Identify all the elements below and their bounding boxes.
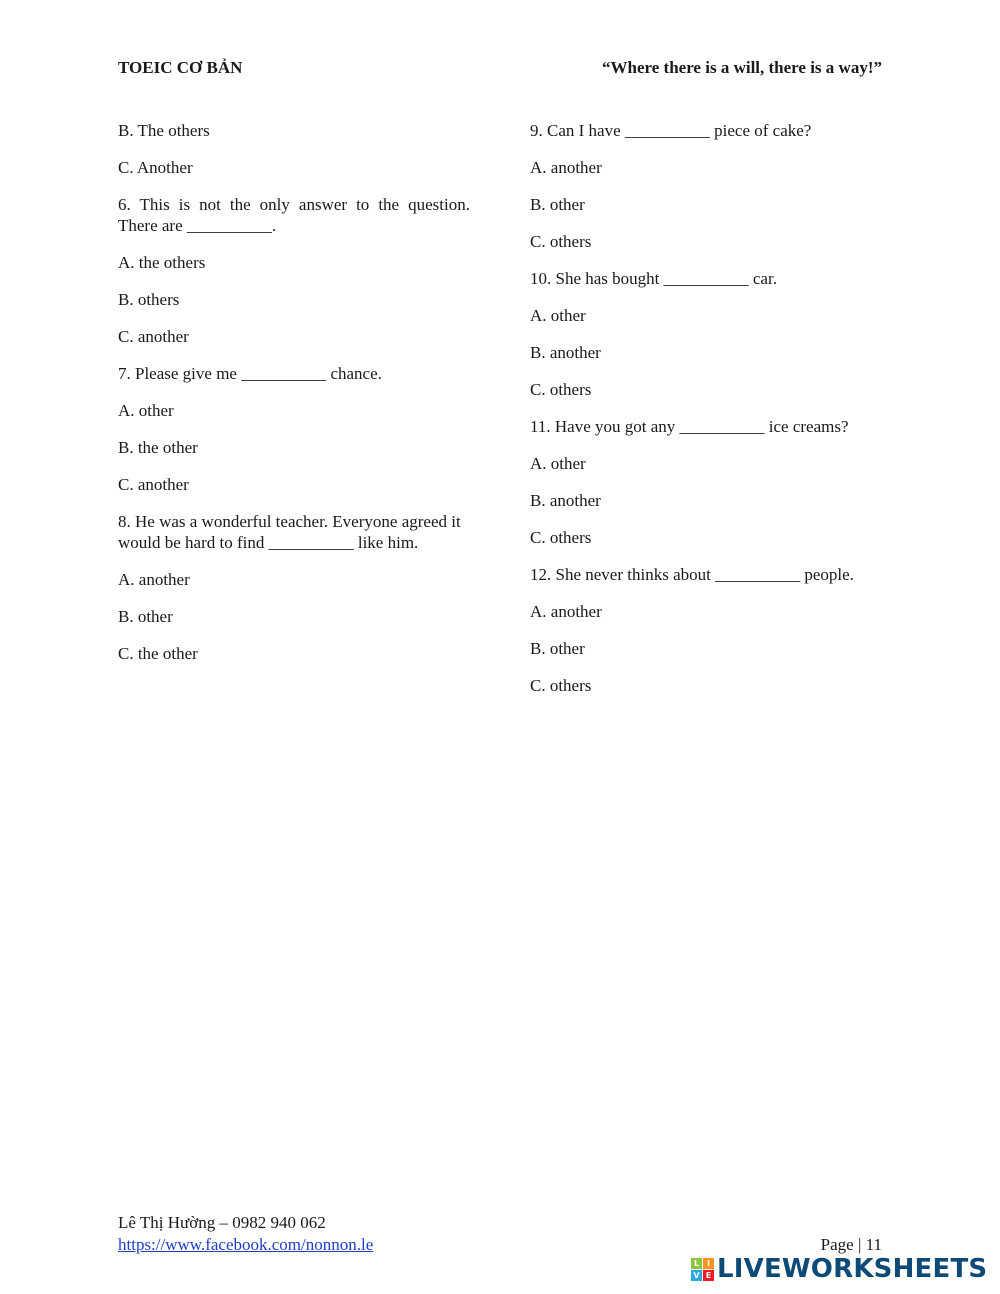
- question: 10. She has bought __________ car.: [530, 269, 777, 288]
- right-column: [530, 120, 882, 712]
- liveworksheets-logo: [691, 1255, 987, 1283]
- facebook-link[interactable]: https://www.facebook.com/nonnon.le: [118, 1235, 374, 1254]
- header-motto: “Where there is a will, there is a way!”: [602, 58, 882, 77]
- logo-letter-i: I: [703, 1258, 714, 1269]
- answer-option: B. another: [530, 491, 601, 510]
- answer-option: C. the other: [118, 644, 198, 663]
- liveworksheets-wordmark: LIVEWORKSHEETS: [717, 1254, 988, 1284]
- question: 12. She never thinks about __________ people.: [530, 565, 854, 584]
- answer-option: B. other: [530, 195, 585, 214]
- answer-option: C. Another: [118, 158, 193, 177]
- answer-option: B. the other: [118, 438, 198, 457]
- answer-option: A. the others: [118, 253, 206, 272]
- page-number: Page | 11: [820, 1235, 882, 1254]
- left-column: [118, 120, 470, 680]
- answer-option: B. another: [530, 343, 601, 362]
- liveworksheets-icon: [691, 1258, 714, 1281]
- answer-option: B. other: [530, 639, 585, 658]
- answer-option: C. others: [530, 380, 592, 399]
- question: 11. Have you got any __________ ice creams?: [530, 417, 849, 436]
- logo-letter-e: E: [703, 1270, 714, 1281]
- answer-option: C. another: [118, 327, 189, 346]
- answer-option: B. other: [118, 607, 173, 626]
- answer-option: A. another: [530, 158, 602, 177]
- answer-option: B. The others: [118, 121, 210, 140]
- answer-option: B. others: [118, 290, 180, 309]
- header-title: TOEIC CƠ BẢN: [118, 58, 243, 77]
- question: 9. Can I have __________ piece of cake?: [530, 121, 812, 140]
- answer-option: C. others: [530, 528, 592, 547]
- answer-option: A. another: [118, 570, 190, 589]
- logo-letter-v: V: [691, 1270, 702, 1281]
- answer-option: A. other: [118, 401, 174, 420]
- page-header: [118, 58, 882, 82]
- answer-option: C. others: [530, 232, 592, 251]
- answer-option: A. another: [530, 602, 602, 621]
- answer-option: A. other: [530, 454, 586, 473]
- question: 6. This is not the only answer to the question. There are __________.: [118, 195, 470, 235]
- question: 7. Please give me __________ chance.: [118, 364, 382, 383]
- answer-option: A. other: [530, 306, 586, 325]
- page-footer: [118, 1212, 882, 1256]
- answer-option: C. others: [530, 676, 592, 695]
- footer-author: Lê Thị Hường – 0982 940 062: [118, 1213, 326, 1232]
- logo-letter-l: L: [691, 1258, 702, 1269]
- answer-option: C. another: [118, 475, 189, 494]
- question: 8. He was a wonderful teacher. Everyone agreed it would be hard to find __________ like him.: [118, 512, 461, 552]
